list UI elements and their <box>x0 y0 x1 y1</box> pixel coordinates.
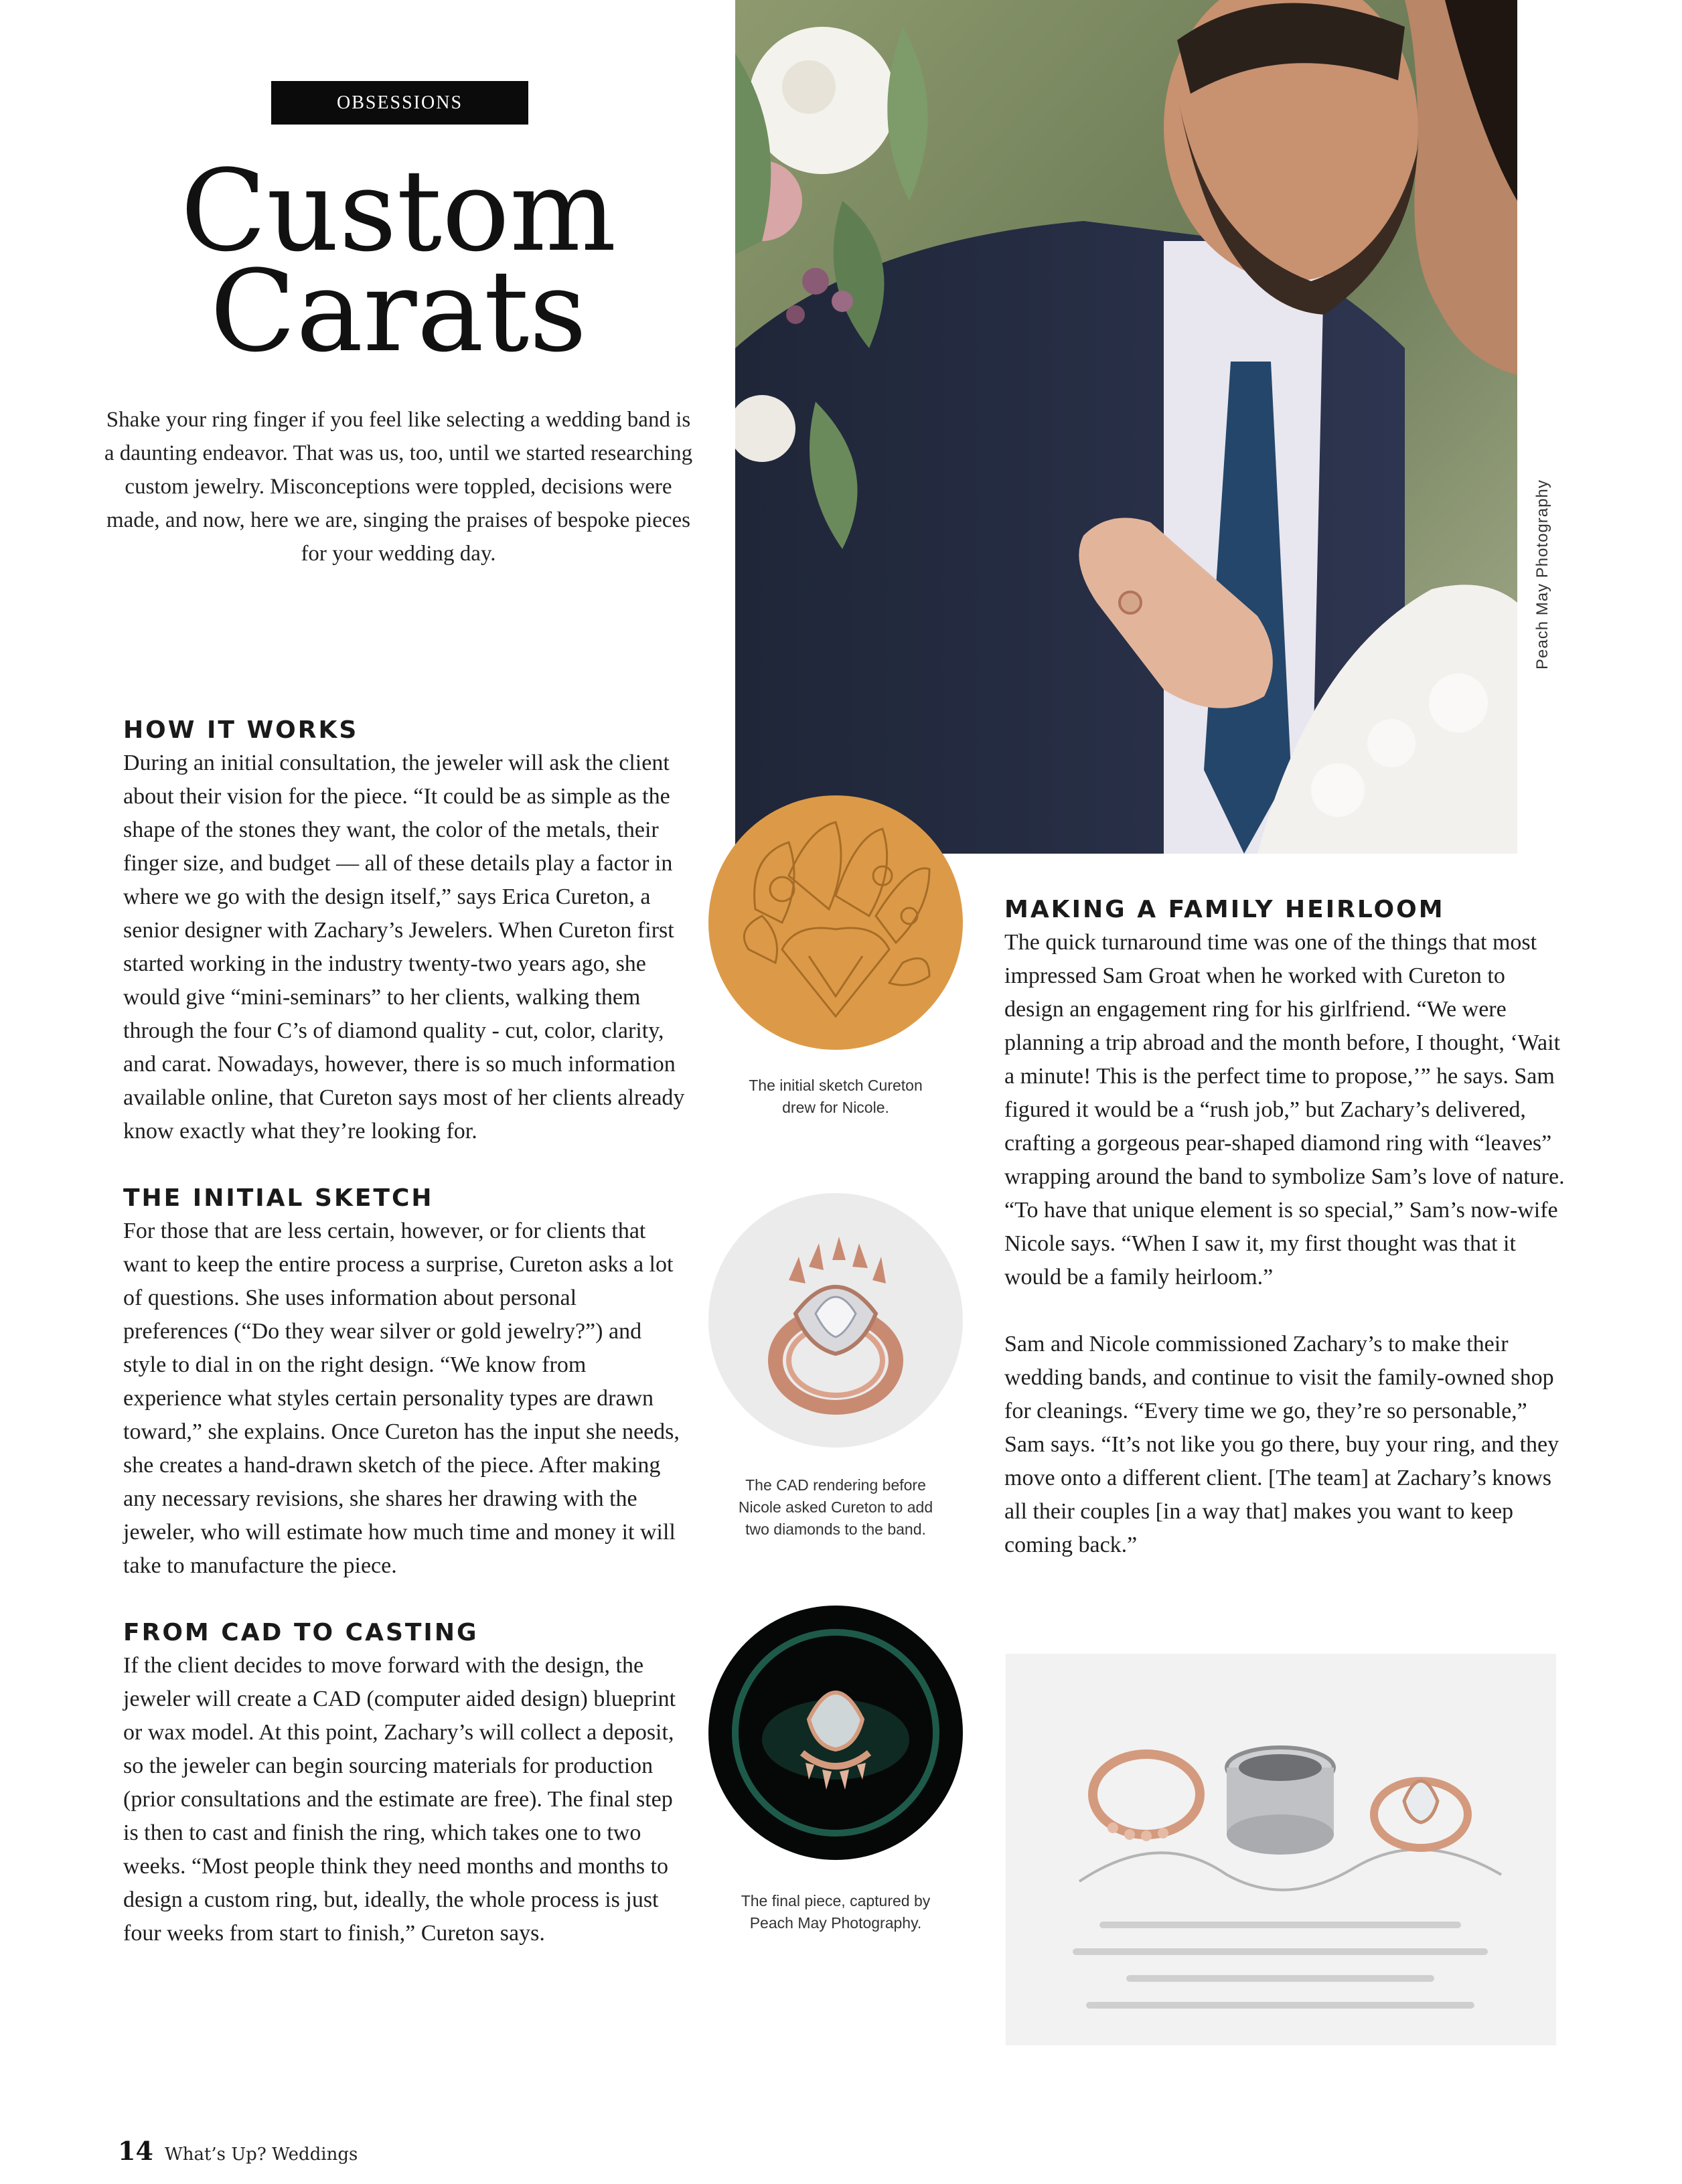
title-line-2: Carats <box>210 246 587 377</box>
heirloom-paragraph-2: Sam and Nicole commissioned Zachary’s to make their wedding bands, and continue to visit the family-owned shop for cleanings. “Every time we go, they’re so personable,” Sam says. “It’s not like you go there, buy your ring, and they move onto a different client. [The team] at Zachary’s knows all their couples [in a way that] makes you want to keep coming back.” <box>1004 1332 1559 1557</box>
section-body: For those that are less certain, however, or for clients that want to keep the entire process a surprise, Cureton asks a lot of questions. She uses information about personal preferences (“Do they wear silver or gold jewelry?”) and style to dial in on the right design. “We know from experience what styles certain personality types are drawn toward,” she explains. Once Cureton has the input she needs, she creates a hand-drawn sketch of the piece. After making any necessary revisions, she shares her drawing with the jeweler, who will estimate how much time and money it will take to manufacture the piece. <box>123 1219 680 1578</box>
title-line-1: Custom <box>180 145 617 277</box>
caption-final: The final piece, captured by Peach May Photography. <box>741 1892 931 1932</box>
section-cad-to-casting <box>123 1619 686 1950</box>
sketch-photo <box>708 795 963 1050</box>
page-footer <box>118 2136 358 2166</box>
section-heading: THE INITIAL SKETCH <box>123 1184 434 1212</box>
section-initial-sketch <box>123 1184 686 1583</box>
page-number: 14 <box>118 2136 153 2166</box>
section-how-it-works <box>123 716 686 1148</box>
section-body: If the client decides to move forward with the design, the jeweler will create a CAD (computer aided design) blueprint or wax model. At this point, Zachary’s will collect a deposit, so the jeweler can begin sourcing materials for production (prior consultations and the estimate are free). The final step is then to cast and finish the ring, which takes one to two weeks. “Most people think they need months and months to design a custom ring, but, ideally, the whole process is just four weeks from start to finish,” Cureton says. <box>123 1653 676 1946</box>
photo-credit: Peach May Photography <box>1533 479 1551 670</box>
sketch-illustration <box>708 795 963 1050</box>
section-heading: HOW IT WORKS <box>123 716 359 744</box>
heirloom-paragraph-1: The quick turnaround time was one of the things that most impressed Sam Groat when he worked with Cureton to design an engagement ring for his girlfriend. “We were planning a trip abroad and the month before, I thought, ‘Wait a minute! This is the perfect time to propose,’” he says. Sam figured it would be a “rush job,” but Zachary’s delivered, crafting a gorgeous pear-shaped diamond ring with “leaves” wrapping around the band to symbolize Sam’s love of nature. “To have that unique element is so special,” Sam’s now-wife Nicole says. “When I saw it, my first thought was that it would be a family heirloom.” <box>1004 930 1565 1290</box>
cad-ring-illustration <box>708 1193 963 1448</box>
cad-rendering-photo <box>708 1193 963 1448</box>
caption-cad: The CAD rendering before Nicole asked Cureton to add two diamonds to the band. <box>738 1476 933 1538</box>
couple-photo <box>735 0 1517 854</box>
caption-sketch: The initial sketch Cureton drew for Nicole. <box>749 1077 923 1116</box>
article-left-column <box>123 716 686 1986</box>
magazine-name: What’s Up? Weddings <box>164 2144 358 2165</box>
section-heading: MAKING A FAMILY HEIRLOOM <box>1004 896 1445 923</box>
wedding-rings-illustration <box>1006 1654 1556 2045</box>
article-right-column <box>1004 896 1567 1562</box>
final-ring-illustration <box>708 1606 963 1860</box>
couple-photo-illustration <box>735 0 1517 854</box>
section-body: During an initial consultation, the jeweler will ask the client about their vision for the piece. “It could be as simple as the shape of the stones they want, the color of the metals, their finger size, and budget — all of these details play a factor in where we go with the design itself,” says Erica Cureton, a senior designer with Zachary’s Jewelers. When Cureton first started working in the industry twenty-two years ago, she would give “mini-seminars” to her clients, walking them through the four C’s of diamond quality - cut, color, clarity, and carat. Nowadays, however, there is so much information available online, that Cureton says most of her clients already know exactly what they’re looking for. <box>123 751 685 1144</box>
final-piece-photo <box>708 1606 963 1860</box>
intro-paragraph: Shake your ring finger if you feel like selecting a wedding band is a daunting endeavor. That was us, too, until we started researching custom jewelry. Misconceptions were toppled, decisions were made, and now, here we are, singing the praises of bespoke pieces for your wedding day. <box>104 408 693 566</box>
section-kicker: OBSESSIONS <box>271 81 528 125</box>
wedding-rings-photo <box>1006 1654 1556 2045</box>
page-title <box>114 145 683 377</box>
section-heading: FROM CAD TO CASTING <box>123 1619 479 1646</box>
